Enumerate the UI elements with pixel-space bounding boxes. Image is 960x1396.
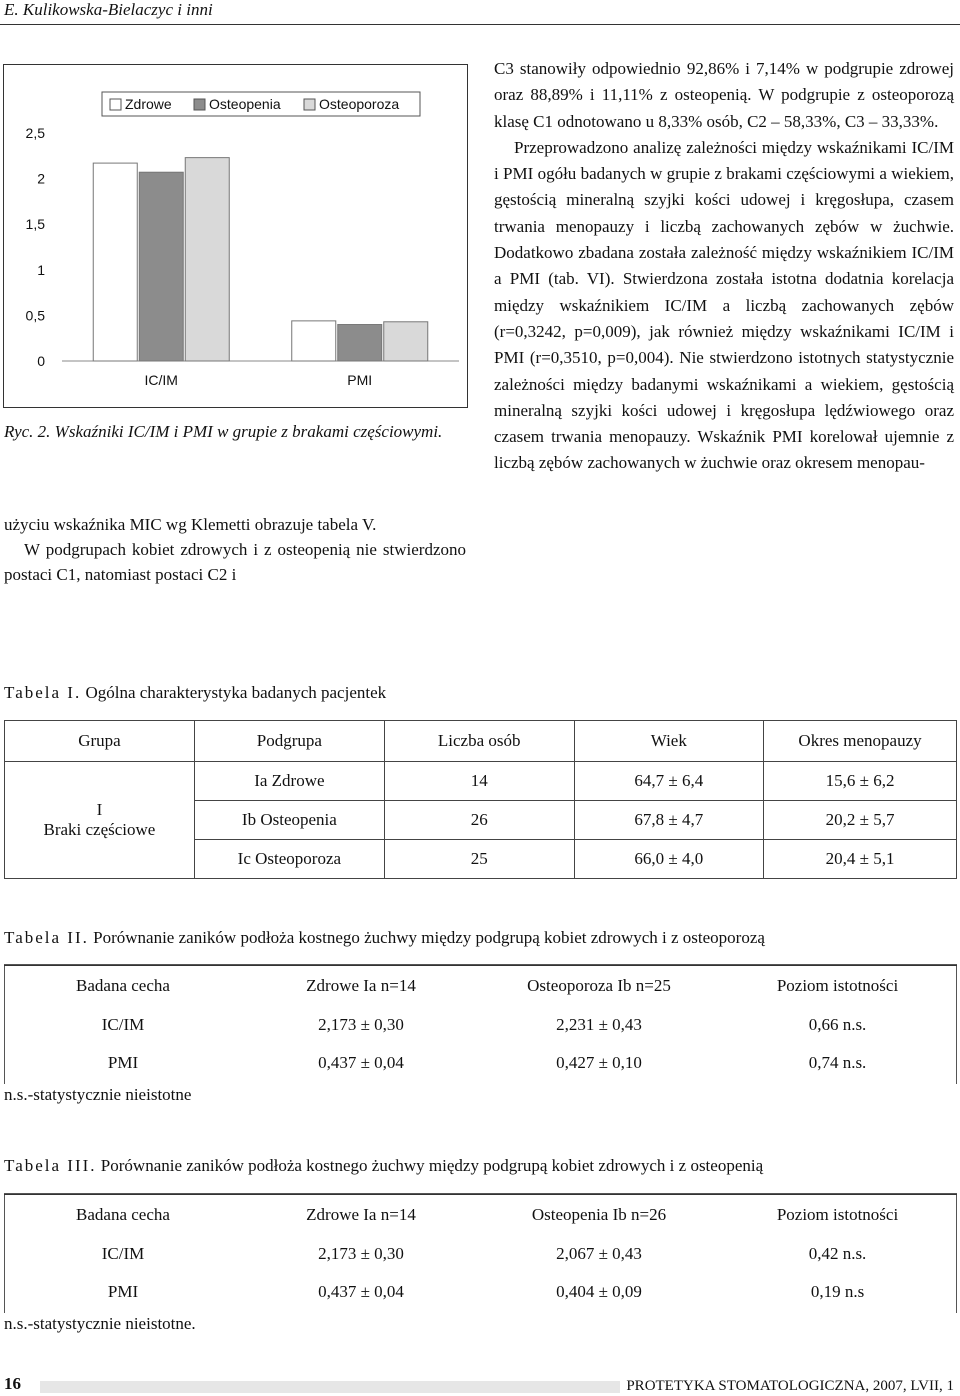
table3-title-text: Porównanie zaników podłoża kostnego żuchwy między podgrupą kobiet zdrowych i z osteopenią: [96, 1156, 764, 1175]
table-cell: Ib Osteopenia: [194, 801, 384, 840]
table3-footnote: n.s.-statystycznie nieistotne.: [4, 1314, 196, 1333]
table2-header-cell: Zdrowe Ia n=14: [306, 976, 416, 995]
footer-rule: [40, 1381, 620, 1393]
running-header-author: E. Kulikowska-Bielaczyc i inni: [4, 0, 213, 19]
x-tick-label: PMI: [347, 372, 373, 388]
table-cell: 64,7 ± 6,4: [574, 762, 764, 801]
table-cell: 20,4 ± 5,1: [764, 840, 957, 879]
page-number: 16: [4, 1374, 21, 1393]
table-cell: 0,404 ± 0,09: [556, 1282, 642, 1301]
table-cell: 2,173 ± 0,30: [318, 1015, 404, 1034]
header-rule: [0, 24, 960, 25]
table-cell: 67,8 ± 4,7: [574, 801, 764, 840]
table3-header-cell: Badana cecha: [76, 1205, 170, 1224]
table-cell: 2,067 ± 0,43: [556, 1244, 642, 1263]
group-sublabel: Braki częściowe: [43, 820, 156, 839]
table3-header-cell: Poziom istotności: [776, 1205, 899, 1224]
table-cell: 2,173 ± 0,30: [318, 1244, 404, 1263]
table2-header-row: [4, 966, 957, 1007]
table-row: [4, 1235, 957, 1273]
y-tick-label: 1: [37, 261, 45, 278]
table-cell: 0,437 ± 0,04: [318, 1053, 404, 1072]
y-tick-label: 2: [37, 170, 45, 187]
table2-label: Tabela II.: [4, 928, 89, 947]
table-cell: 0,427 ± 0,10: [556, 1053, 642, 1072]
legend-label: Zdrowe: [125, 96, 172, 112]
table2-header-cell: Osteoporoza Ib n=25: [527, 976, 671, 995]
table-row: [4, 1273, 957, 1311]
group-label: I: [96, 800, 103, 819]
table1-title-text: Ogólna charakterystyka badanych pacjentek: [81, 683, 387, 702]
table2-header-cell: Badana cecha: [76, 976, 170, 995]
journal-footer: PROTETYKA STOMATOLOGICZNA, 2007, LVII, 1: [626, 1378, 954, 1394]
table-cell: 2,231 ± 0,43: [556, 1015, 642, 1034]
paragraph: W podgrupach kobiet zdrowych i z osteopenią nie stwierdzono postaci C1, natomiast postaci C2 i: [4, 540, 466, 584]
table1-group-cell: [5, 762, 195, 879]
table-cell: 0,66 n.s.: [808, 1015, 867, 1034]
bar-zdrowe-icim: [93, 163, 137, 361]
table1-header-row: [5, 721, 957, 762]
bar-osteoporoza-icim: [185, 158, 229, 361]
table1-header-cell: Okres menopauzy: [764, 721, 957, 762]
table3-title: [4, 1156, 763, 1176]
table1-header-cell: Wiek: [574, 721, 764, 762]
table3-header-cell: Zdrowe Ia n=14: [306, 1205, 416, 1224]
table1-header-cell: Podgrupa: [194, 721, 384, 762]
table-cell: 0,74 n.s.: [808, 1053, 867, 1072]
table-cell: 66,0 ± 4,0: [574, 840, 764, 879]
table1-header-cell: Grupa: [5, 721, 195, 762]
y-tick-label: 0: [37, 353, 45, 369]
legend-label: Osteoporoza: [319, 96, 400, 112]
legend-label: Osteopenia: [209, 96, 281, 112]
table-cell: Ia Zdrowe: [194, 762, 384, 801]
table1: [4, 720, 957, 879]
table-cell: Ic Osteoporoza: [194, 840, 384, 879]
x-tick-label: IC/IM: [144, 372, 178, 388]
table-row: [4, 1044, 957, 1082]
table2-title-text: Porównanie zaników podłoża kostnego żuchwy między podgrupą kobiet zdrowych i z osteoporozą: [88, 928, 765, 947]
table-cell: 25: [384, 840, 574, 879]
bar-osteoporoza-pmi: [384, 322, 428, 361]
right-column-text: [494, 56, 954, 477]
figure-caption: Ryc. 2. Wskaźniki IC/IM i PMI w grupie z brakami częściowymi.: [4, 422, 443, 441]
table-row: [5, 762, 957, 801]
table-cell: 0,437 ± 0,04: [318, 1282, 404, 1301]
y-tick-label: 0,5: [25, 307, 45, 324]
paragraph: C3 stanowiły odpowiednio 92,86% i 7,14% w podgrupie zdrowej oraz 88,89% i 11,11% z osteopenią. W podgrupie z osteoporozą klasę C1 odnotowano u 8,33% osób, C2 – 58,33%, C3 – 33,33%.: [494, 59, 954, 131]
table-cell: 26: [384, 801, 574, 840]
table3: [4, 1194, 957, 1311]
table3-header-cell: Osteopenia Ib n=26: [531, 1205, 667, 1224]
figure-chart: [3, 64, 468, 408]
bar-zdrowe-pmi: [292, 321, 336, 361]
table-cell: 0,42 n.s.: [808, 1244, 867, 1263]
table-cell: 14: [384, 762, 574, 801]
table-cell: IC/IM: [101, 1244, 145, 1263]
paragraph: Przeprowadzono analizę zależności między wskaźnikami IC/IM i PMI ogółu badanych w grupie z brakami częściowymi a wiekiem, gęstością mineralną szyjki kości udowej i kręgosłupa, czasem trwania menopauzy i liczbą zachowanych zębów w żuchwie. Dodatkowo zbadana została zależność między wskaźnikiem IC/IM a PMI (tab. VI). Stwierdzona została istotna dodatnia korelacja między wskaźnikiem IC/IM a liczbą zachowanych zębów (r=0,3242, p=0,009), jak również między wskaźnikami IC/IM i PMI (r=0,3510, p=0,004). Nie stwierdzono istotnych statystycznie zależności między badanymi wskaźnikami a wiekiem, gęstością mineralną szyjki kości udowej i kręgosłupa lędźwiowego oraz czasem trwania menopauzy. Wskaźnik PMI korelował ujemnie z liczbą zębów zachowanych w żuchwie oraz okresem menopau-: [494, 137, 954, 473]
table1-label: Tabela I.: [4, 683, 82, 702]
legend-swatch: [194, 99, 205, 110]
legend-swatch: [304, 99, 315, 110]
bar-chart: [4, 65, 467, 407]
left-column-text: [4, 512, 466, 587]
table2-header-cell: Poziom istotności: [776, 976, 899, 995]
table-cell: IC/IM: [101, 1015, 145, 1034]
legend-swatch: [110, 99, 121, 110]
table-cell: 15,6 ± 6,2: [764, 762, 957, 801]
table-cell: 0,19 n.s: [810, 1282, 865, 1301]
y-tick-label: 1,5: [25, 216, 45, 233]
table-cell: PMI: [107, 1053, 139, 1072]
paragraph: użyciu wskaźnika MIC wg Klemetti obrazuje tabela V.: [4, 515, 377, 534]
bar-osteopenia-pmi: [338, 325, 382, 361]
table2: [4, 965, 957, 1082]
y-tick-label: 2,5: [25, 125, 45, 141]
table2-footnote: n.s.-statystycznie nieistotne: [4, 1085, 192, 1104]
bar-osteopenia-icim: [139, 172, 183, 361]
table-cell: 20,2 ± 5,7: [764, 801, 957, 840]
table3-header-row: [4, 1195, 957, 1236]
table2-title: [4, 928, 765, 948]
table3-label: Tabela III.: [4, 1156, 97, 1175]
table-cell: PMI: [107, 1282, 139, 1301]
table1-header-cell: Liczba osób: [384, 721, 574, 762]
table1-title: [4, 683, 386, 703]
table-row: [4, 1006, 957, 1044]
